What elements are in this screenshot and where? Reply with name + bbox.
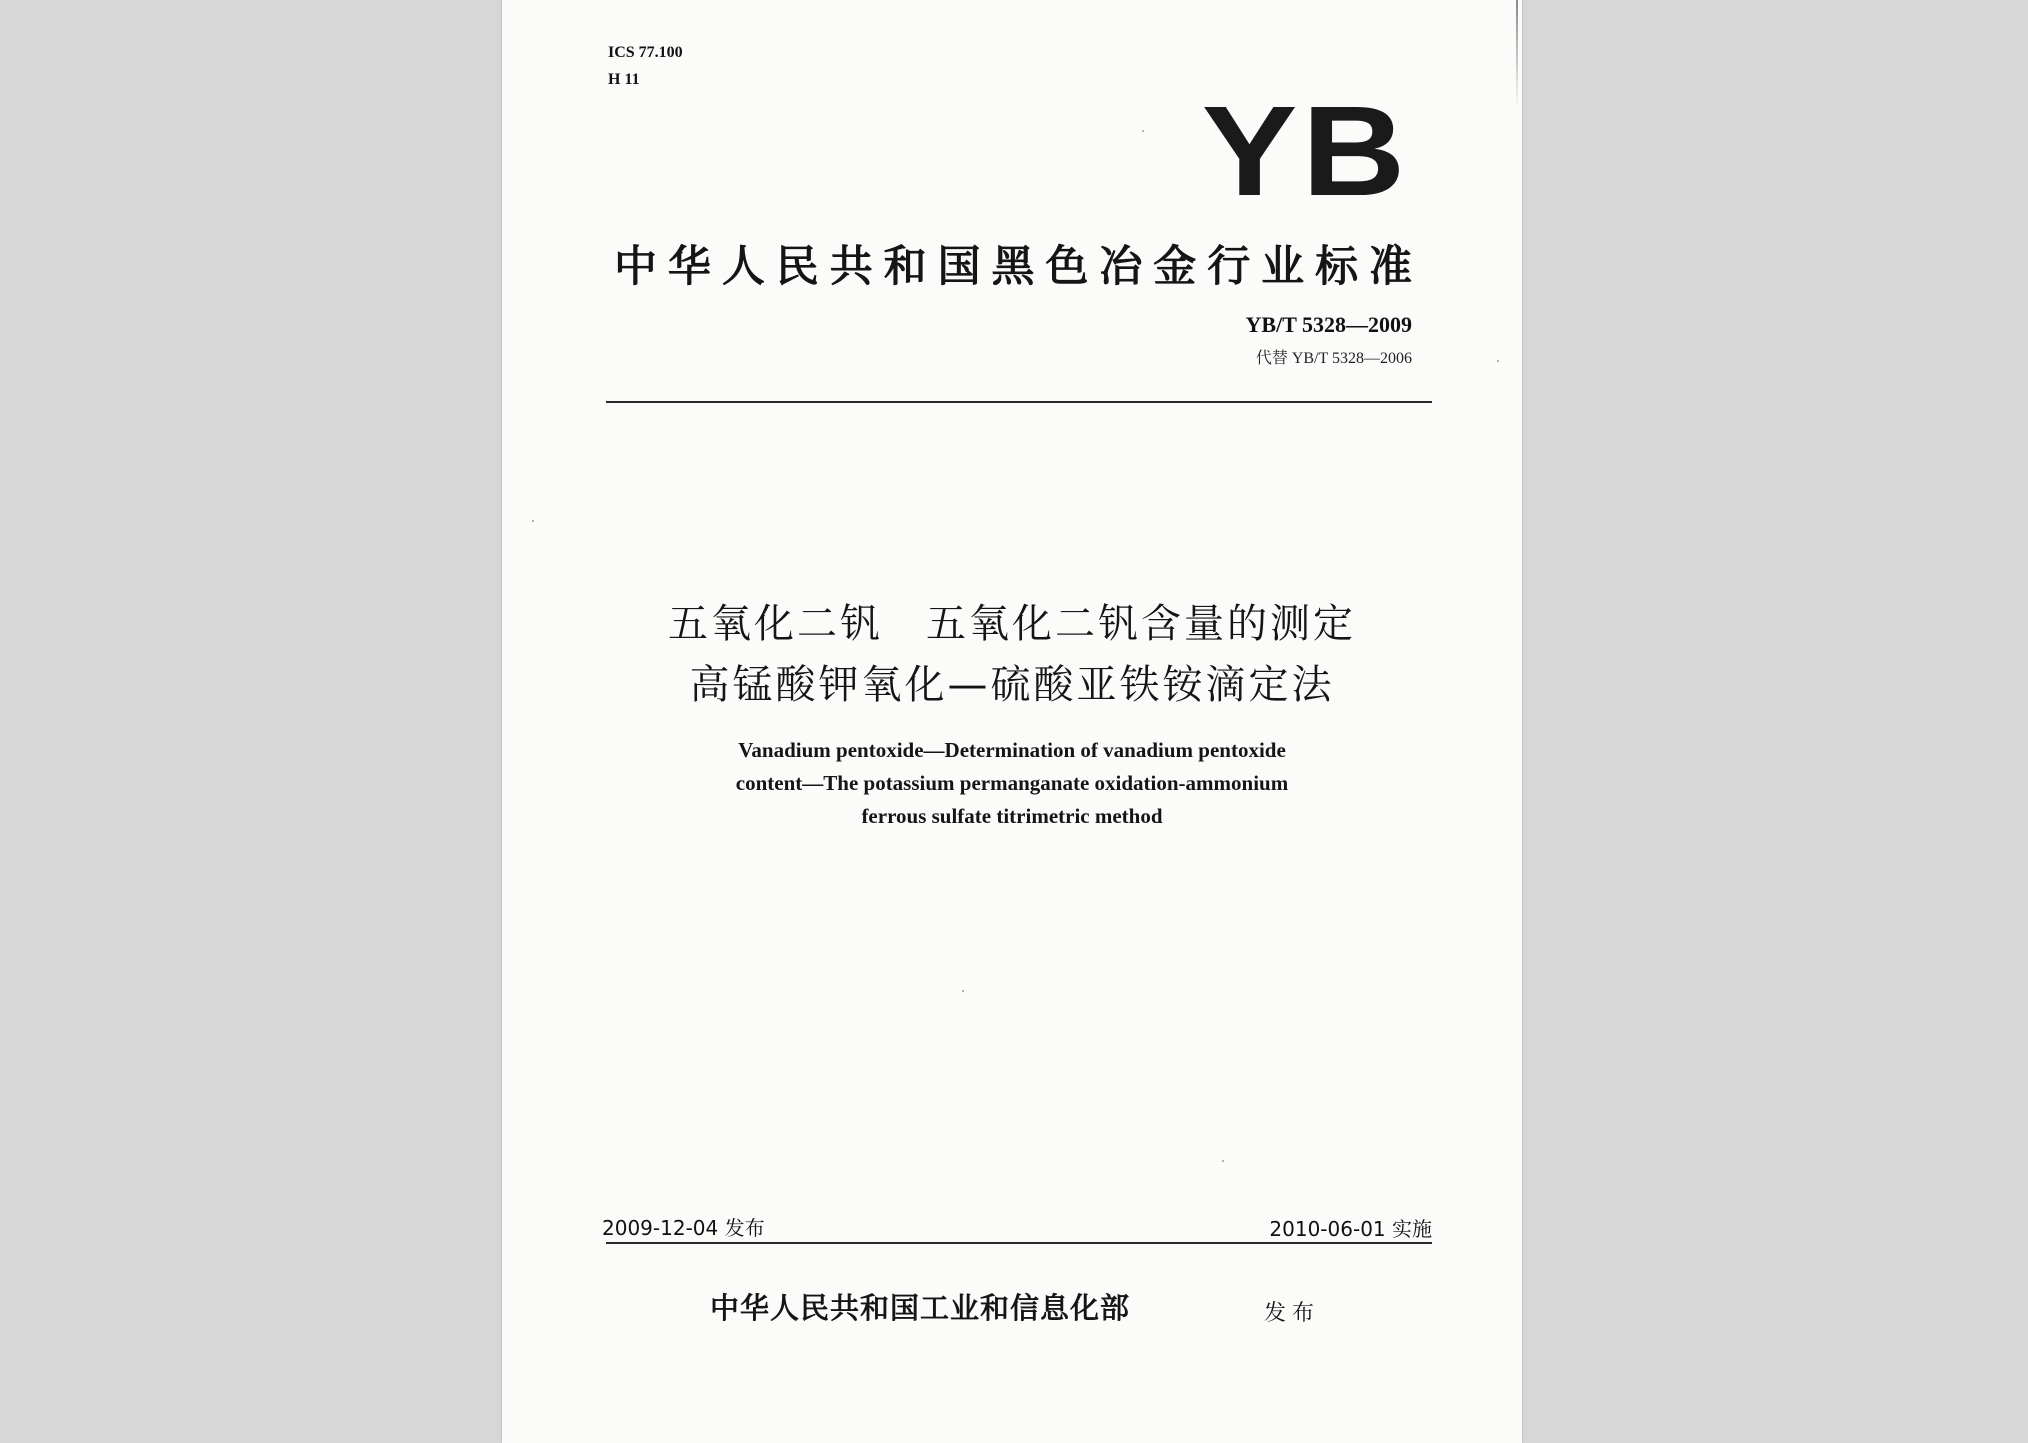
issued-label: 发布	[1264, 1301, 1321, 1326]
standard-cover-page	[502, 0, 1522, 1443]
scan-speck	[962, 990, 964, 992]
scan-edge-shadow	[1516, 0, 1518, 110]
classification-code: H 11	[608, 71, 640, 88]
issue-date: 2009-12-04 发布	[602, 1216, 765, 1240]
header-divider	[606, 401, 1432, 403]
implementation-date: 2010-06-01 实施	[1269, 1217, 1432, 1241]
replaced-standard: 代替 YB/T 5328—2006	[1255, 350, 1412, 367]
scan-speck	[1142, 130, 1144, 132]
yb-logo: YB	[1201, 80, 1410, 223]
date-divider	[606, 1242, 1432, 1244]
scan-speck	[1497, 360, 1499, 362]
english-title-line-1: Vanadium pentoxide—Determination of vanadium pentoxide	[738, 738, 1286, 762]
chinese-title-line-1: 五氧化二钒 五氧化二钒含量的测定	[668, 601, 1356, 647]
chinese-title-line-2: 高锰酸钾氧化—硫酸亚铁铵滴定法	[689, 662, 1335, 708]
english-title-line-2: content—The potassium permanganate oxidation-ammonium	[735, 771, 1289, 795]
ics-code: ICS 77.100	[608, 44, 683, 61]
english-title-line-3: ferrous sulfate titrimetric method	[861, 804, 1163, 828]
issuing-authority: 中华人民共和国工业和信息化部	[710, 1291, 1131, 1325]
scan-speck	[532, 520, 534, 522]
standard-code: YB/T 5328—2009	[1245, 312, 1412, 337]
standard-category-title: 中华人民共和国黑色冶金行业标准	[614, 242, 1414, 292]
scan-speck	[1222, 1160, 1224, 1162]
